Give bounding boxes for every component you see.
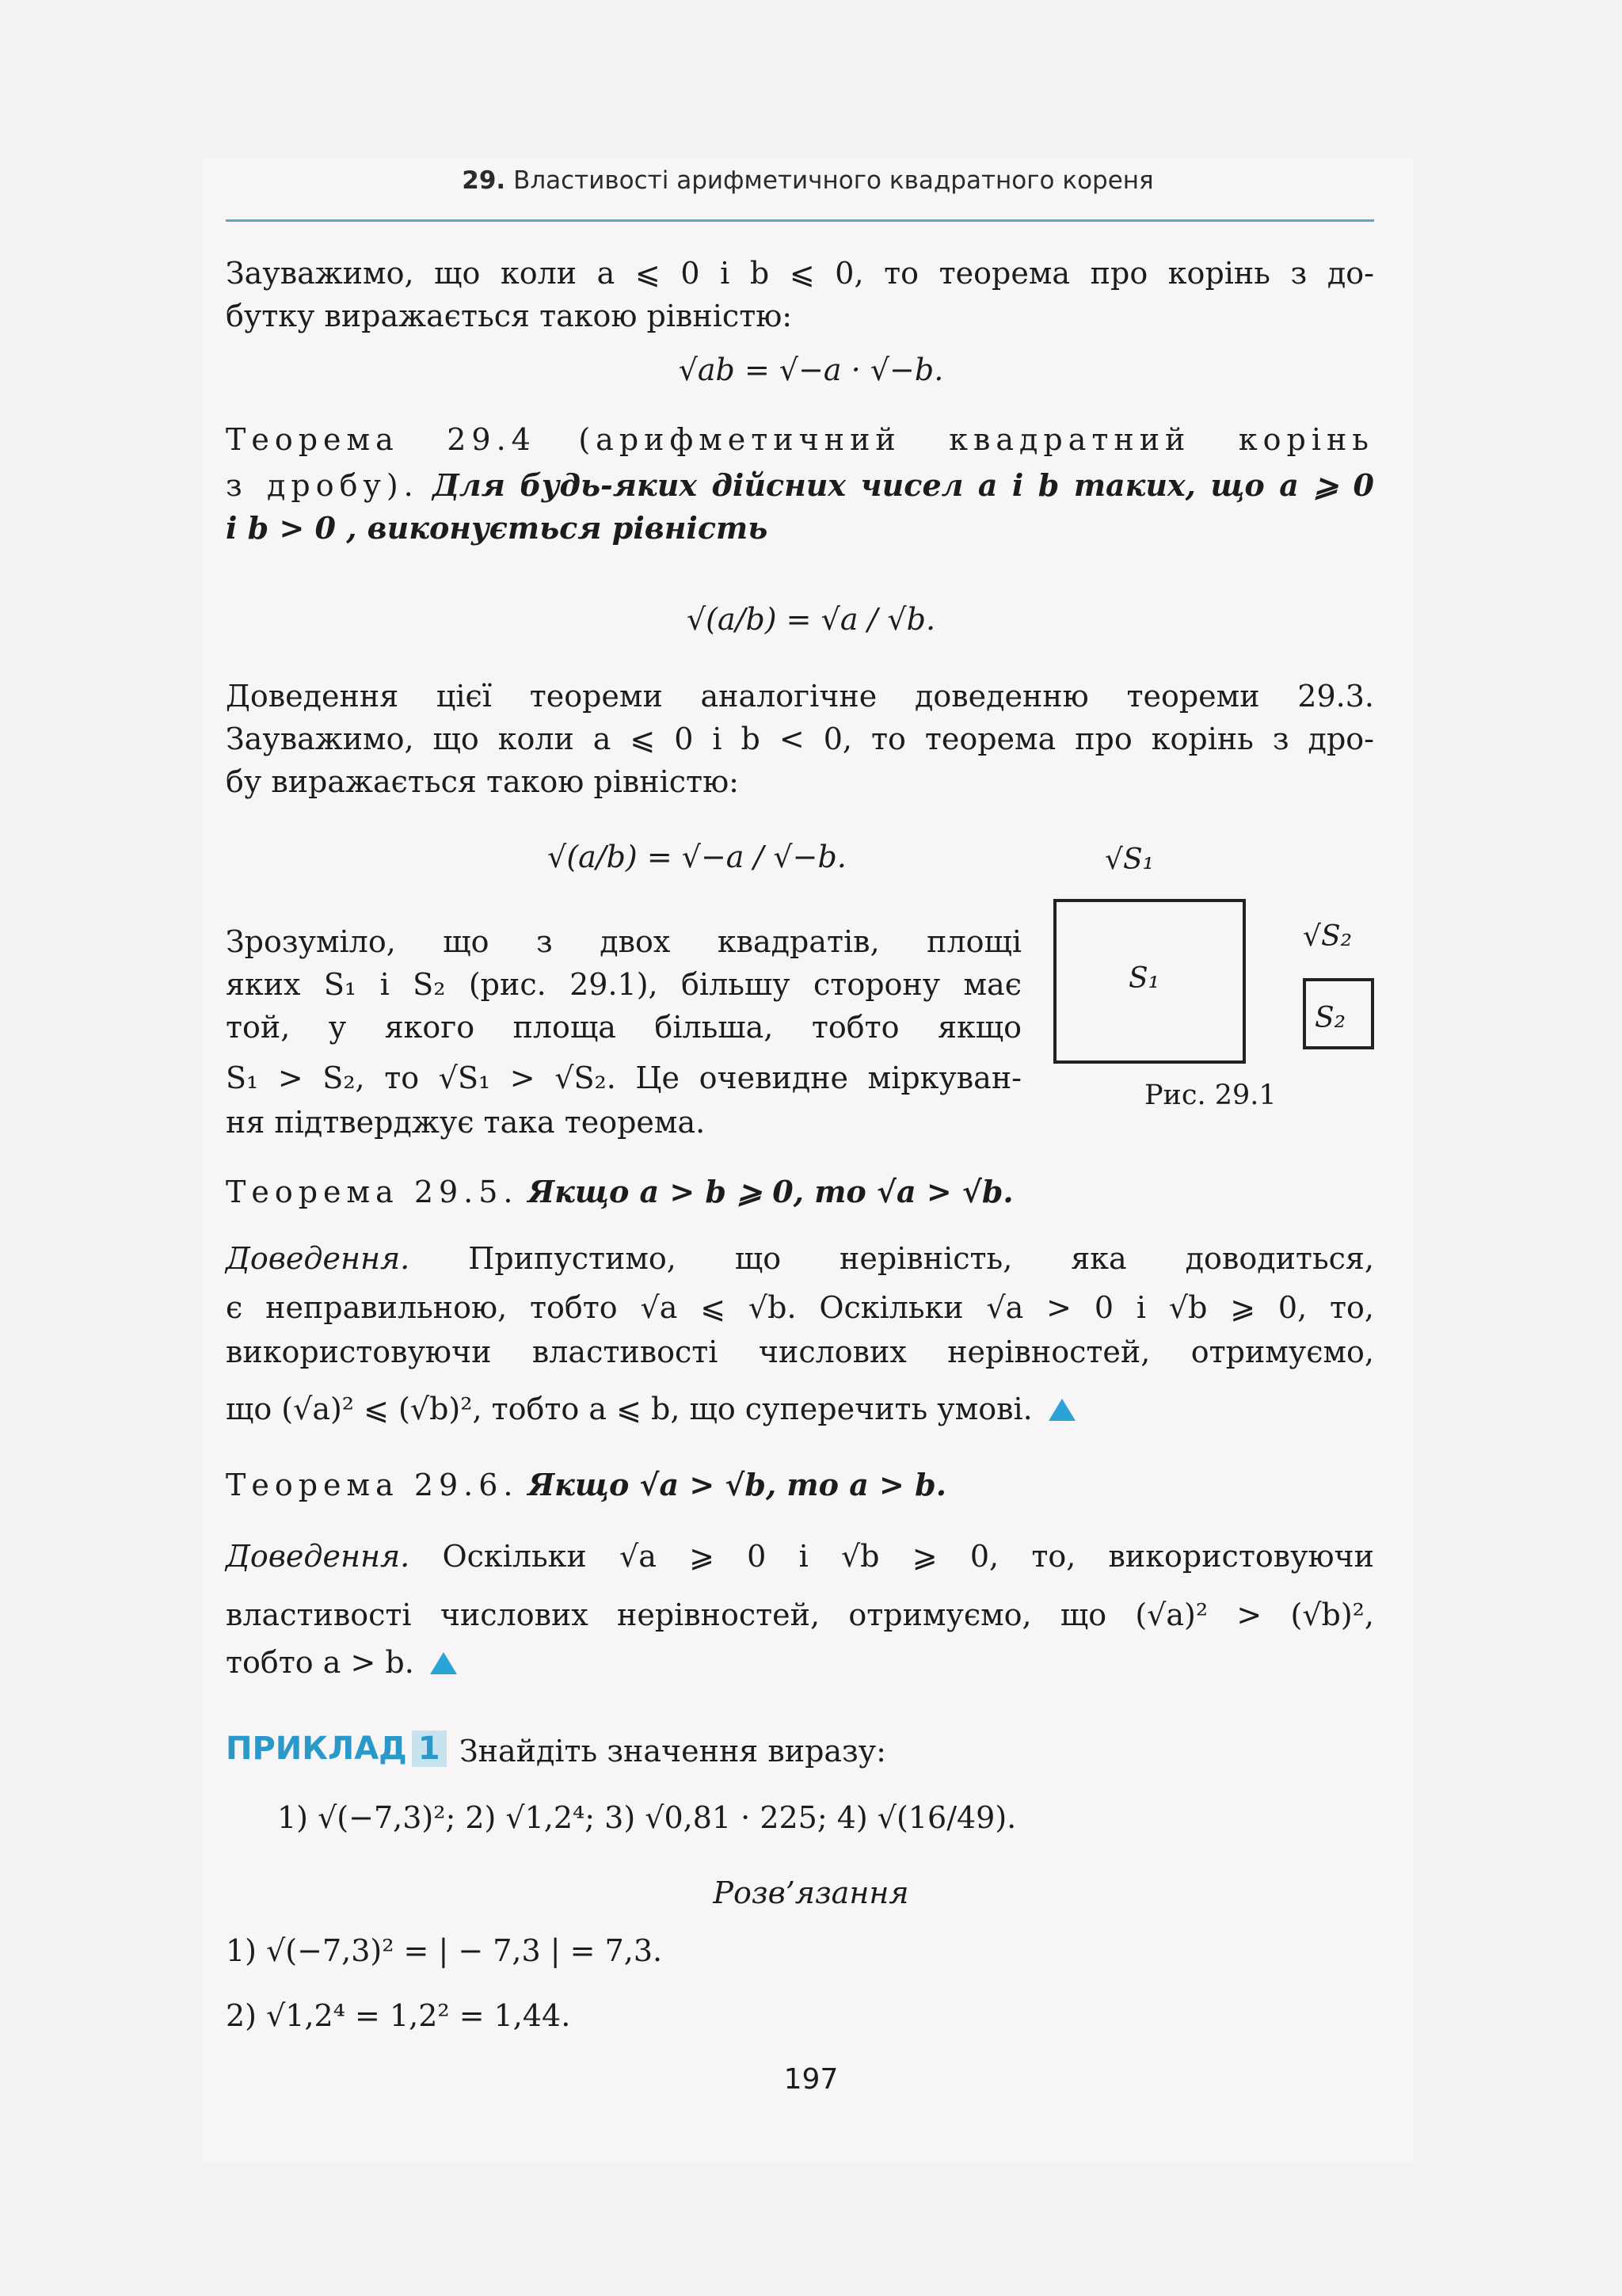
header-rule bbox=[226, 219, 1374, 222]
proof-29-5-line3: використовуючи властивості числових нерівностей, отримуємо, bbox=[226, 1335, 1374, 1369]
proof-29-6-text: Оскільки √a ⩾ 0 і √b ⩾ 0, то, використовуючи bbox=[442, 1539, 1374, 1574]
solution-2: 2) √1,2⁴ = 1,2² = 1,44. bbox=[226, 1998, 571, 2033]
note1-line2: бутку виражається такою рівністю: bbox=[226, 299, 793, 333]
theorem-29-4-statement: Для будь-яких дійсних чисел a і b таких, що a ⩾ 0 bbox=[432, 467, 1374, 503]
figure-label-sqrt-s1: √S₁ bbox=[1105, 843, 1155, 876]
squares-line3: той, у якого площа більша, тобто якщо bbox=[226, 1010, 1022, 1045]
proof-29-5-conclusion: що (√a)² ⩽ (√b)², тобто a ⩽ b, що суперечить умові. bbox=[226, 1392, 1033, 1426]
note2-line1: Зауважимо, що коли a ⩽ 0 і b < 0, то теорема про корінь з дро- bbox=[226, 722, 1374, 756]
squares-line1: Зрозуміло, що з двох квадратів, площі bbox=[226, 924, 1022, 959]
theorem-29-4-line1 bbox=[226, 418, 1374, 461]
figure-label-s2: S₂ bbox=[1315, 1002, 1346, 1034]
solution-heading: Розв’язання bbox=[713, 1875, 909, 1910]
example-task: Знайдіть значення виразу: bbox=[459, 1734, 886, 1769]
figure-label-s1: S₁ bbox=[1129, 962, 1160, 995]
proof-29-5-line4 bbox=[226, 1388, 1076, 1430]
proof-29-5-line1 bbox=[226, 1237, 1374, 1280]
figure-label-sqrt-s2: √S₂ bbox=[1303, 920, 1353, 953]
example-label: ПРИКЛАД bbox=[226, 1731, 407, 1767]
figure-caption: Рис. 29.1 bbox=[1144, 1079, 1277, 1111]
proof-reference: Доведення цієї теореми аналогічне доведенню теореми 29.3. bbox=[226, 679, 1374, 714]
theorem-29-4-title-end: з дробу). bbox=[226, 468, 419, 503]
note1-line1: Зауважимо, що коли a ⩽ 0 і b ⩽ 0, то теорема про корінь з до- bbox=[226, 256, 1374, 291]
theorem-29-4-line3: і b > 0 , виконується рівність bbox=[226, 510, 768, 546]
squares-line2: яких S₁ і S₂ (рис. 29.1), більшу сторону має bbox=[226, 967, 1022, 1002]
theorem-29-6-statement: Якщо √a > √b, то a > b. bbox=[527, 1467, 946, 1502]
running-header bbox=[226, 166, 1390, 195]
proof-29-5-line2: є неправильною, тобто √a ⩽ √b. Оскільки √a > 0 і √b ⩾ 0, то, bbox=[226, 1290, 1374, 1325]
example-number: 1 bbox=[412, 1731, 447, 1767]
proof-29-6-line3 bbox=[226, 1641, 457, 1684]
solution-1: 1) √(−7,3)² = | − 7,3 | = 7,3. bbox=[226, 1933, 663, 1968]
theorem-29-6 bbox=[226, 1464, 946, 1506]
section-number: 29. bbox=[462, 166, 506, 195]
formula-2: √(a/b) = √a / √b. bbox=[686, 602, 936, 637]
proof-29-6-conclusion: тобто a > b. bbox=[226, 1645, 414, 1680]
formula-1: √ab = √−a · √−b. bbox=[678, 352, 944, 387]
proof-29-5-label: Доведення. bbox=[226, 1241, 410, 1276]
theorem-29-6-label: Теорема 29.6. bbox=[226, 1468, 519, 1502]
section-title: Властивості арифметичного квадратного кореня bbox=[513, 166, 1154, 195]
squares-line5: ня підтверджує така теорема. bbox=[226, 1105, 706, 1140]
theorem-29-4-label: Теорема 29.4 bbox=[226, 422, 536, 457]
proof-29-5-text: Припустимо, що нерівність, яка доводиться, bbox=[468, 1241, 1374, 1276]
squares-line4: S₁ > S₂, то √S₁ > √S₂. Це очевидне міркуван- bbox=[226, 1060, 1022, 1095]
theorem-29-4-title: (арифметичний квадратний корінь bbox=[578, 422, 1374, 457]
note2-line2: бу виражається такою рівністю: bbox=[226, 764, 739, 799]
example-items: 1) √(−7,3)²; 2) √1,2⁴; 3) √0,81 · 225; 4) √(16/49). bbox=[277, 1800, 1017, 1835]
theorem-29-5 bbox=[226, 1171, 1014, 1213]
end-of-proof-icon bbox=[430, 1652, 457, 1674]
page-number: 197 bbox=[783, 2063, 839, 2096]
proof-29-6-label: Доведення. bbox=[226, 1539, 410, 1574]
proof-29-6-line2: властивості числових нерівностей, отримуємо, що (√a)² > (√b)², bbox=[226, 1597, 1374, 1632]
end-of-proof-icon bbox=[1049, 1399, 1076, 1421]
theorem-29-4-line2 bbox=[226, 464, 1374, 507]
theorem-29-5-label: Теорема 29.5. bbox=[226, 1175, 519, 1209]
formula-3: √(a/b) = √−a / √−b. bbox=[547, 840, 847, 874]
proof-29-6-line1 bbox=[226, 1535, 1374, 1578]
theorem-29-5-statement: Якщо a > b ⩾ 0, то √a > √b. bbox=[527, 1174, 1014, 1209]
example-heading bbox=[226, 1731, 447, 1767]
